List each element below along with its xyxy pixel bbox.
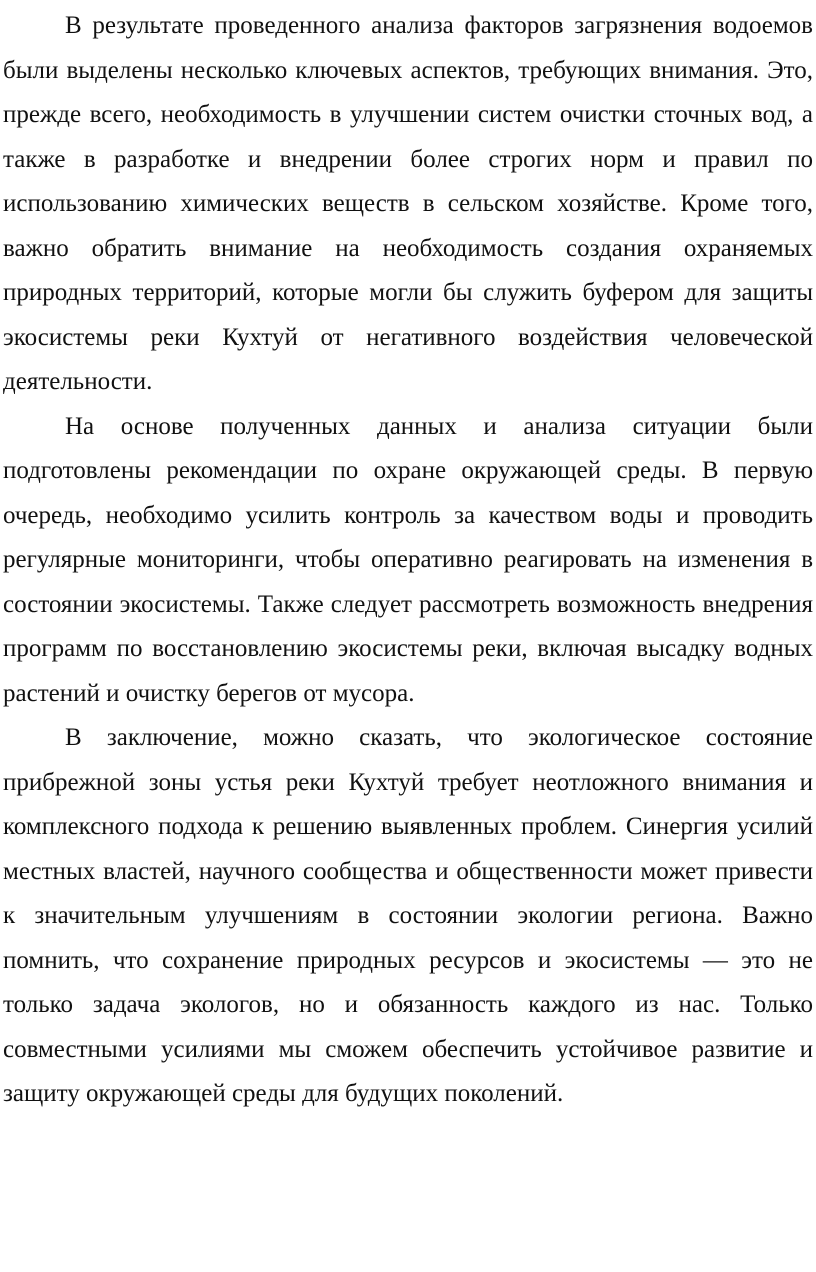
paragraph-summary: В заключение, можно сказать, что экологическое состояние прибрежной зоны устья реки Кухтуй требует неотложного внимания и комплексного подхода к решению выявленных проблем. Синергия усилий местных властей, научного сообщества и общественности может привести к значительным улучшениям в состоянии экологии региона. Важно помнить, что сохранение природных ресурсов и экосистемы — это не только задача экологов, но и обязанность каждого из нас. Только совместными усилиями мы сможем обеспечить устойчивое развитие и защиту окружающей среды для будущих поколений. <box>3 724 813 1107</box>
paragraph-recommendations: На основе полученных данных и анализа ситуации были подготовлены рекомендации по охране окружающей среды. В первую очередь, необходимо усилить контроль за качеством воды и проводить регулярные мониторинги, чтобы оперативно реагировать на изменения в состоянии экосистемы. Также следует рассмотреть возможность внедрения программ по восстановлению экосистемы реки, включая высадку водных растений и очистку берегов от мусора. <box>3 412 813 707</box>
paragraph-conclusions: В результате проведенного анализа факторов загрязнения водоемов были выделены несколько ключевых аспектов, требующих внимания. Это, прежде всего, необходимость в улучшении систем очистки сточных вод, а также в разработке и внедрении более строгих норм и правил по использованию химических веществ в сельском хозяйстве. Кроме того, важно обратить внимание на необходимость создания охраняемых природных территорий, которые могли бы служить буфером для защиты экосистемы реки Кухтуй от негативного воздействия человеческой деятельности. <box>3 12 813 395</box>
document-body <box>3 4 813 1117</box>
